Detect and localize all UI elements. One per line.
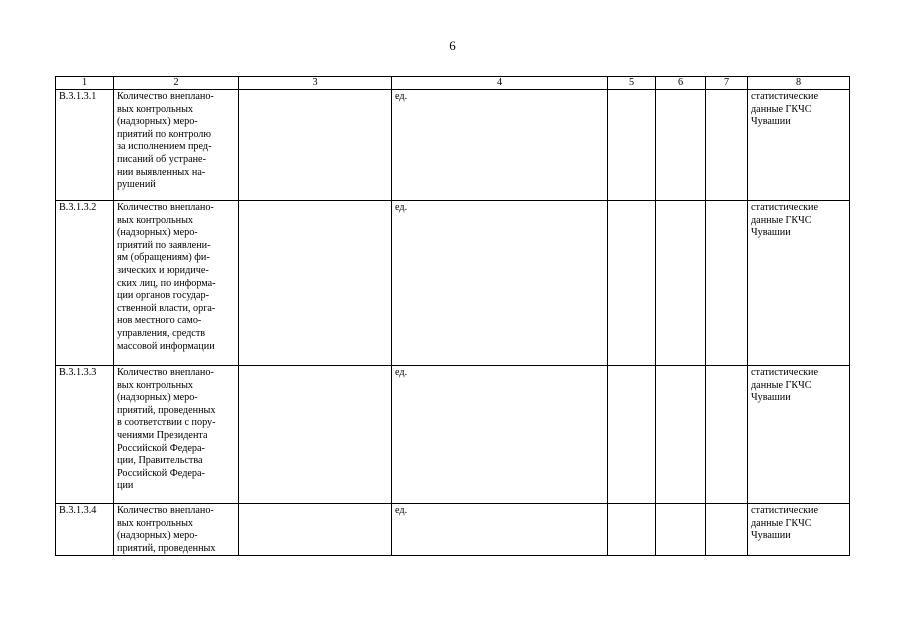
column-7-cell (706, 504, 748, 556)
column-header-5: 5 (608, 77, 656, 90)
text-line: приятий по контролю (117, 128, 211, 140)
text-line: за исполнением пред- (117, 141, 212, 153)
text-line: (надзорных) меро- (117, 392, 198, 404)
text-line: вых контрольных (117, 214, 194, 226)
text-line: ских лиц, по информа- (117, 277, 216, 289)
data-source-cell (748, 201, 850, 366)
indicator-code: В.3.1.3.3 (56, 366, 114, 504)
column-7-cell (706, 366, 748, 504)
unit-cell: ед. (392, 366, 608, 504)
table-row (56, 90, 850, 201)
column-header-2: 2 (114, 77, 239, 90)
text-line: данные ГКЧС (751, 517, 812, 529)
column-5-cell (608, 366, 656, 504)
text-line: нов местного само- (117, 315, 202, 327)
indicator-description (114, 201, 239, 366)
text-line: (надзорных) меро- (117, 116, 198, 128)
text-line: ции, Правительства (117, 455, 203, 467)
indicator-code: В.3.1.3.4 (56, 504, 114, 556)
column-3-cell (239, 201, 392, 366)
text-line: Количество внеплано- (117, 91, 214, 102)
column-7-cell (706, 201, 748, 366)
text-line: статистические (751, 91, 819, 102)
text-line: ям (обращениям) фи- (117, 252, 210, 264)
indicator-code: В.3.1.3.2 (56, 201, 114, 366)
column-5-cell (608, 201, 656, 366)
text-line: приятий, проведенных (117, 542, 216, 554)
indicator-code: В.3.1.3.1 (56, 90, 114, 201)
column-6-cell (656, 90, 706, 201)
indicator-description (114, 366, 239, 504)
page-number: 6 (449, 38, 456, 53)
text-line: ции (117, 480, 134, 492)
data-source-cell (748, 90, 850, 201)
column-7-cell (706, 90, 748, 201)
text-line: Российской Федера- (117, 467, 205, 479)
text-line: вых контрольных (117, 103, 194, 115)
table-row (56, 366, 850, 504)
column-3-cell (239, 90, 392, 201)
text-line: Количество внеплано- (117, 202, 214, 213)
text-line: чениями Президента (117, 429, 208, 441)
text-line: приятий, проведенных (117, 404, 216, 416)
unit-cell: ед. (392, 90, 608, 201)
column-3-cell (239, 504, 392, 556)
text-line: статистические (751, 202, 819, 213)
text-line: статистические (751, 367, 819, 378)
table-row (56, 201, 850, 366)
text-line: Российской Федера- (117, 442, 205, 454)
text-line: приятий по заявлени- (117, 239, 211, 251)
text-line: Чувашии (751, 530, 791, 542)
data-source-cell (748, 366, 850, 504)
column-header-8: 8 (748, 77, 850, 90)
data-source-cell (748, 504, 850, 556)
text-line: Чувашии (751, 227, 791, 239)
text-line: (надзорных) меро- (117, 530, 198, 542)
text-line: данные ГКЧС (751, 214, 812, 226)
indicators-table (55, 76, 850, 556)
text-line: писаний об устране- (117, 153, 206, 165)
text-line: Чувашии (751, 116, 791, 128)
table-header-row (56, 77, 850, 90)
text-line: управления, средств (117, 327, 206, 339)
text-line: массовой информации (117, 340, 215, 352)
unit-cell: ед. (392, 201, 608, 366)
text-line: Количество внеплано- (117, 367, 214, 378)
text-line: рушений (117, 179, 156, 191)
text-line: зических и юридиче- (117, 264, 209, 276)
table-row (56, 504, 850, 556)
column-6-cell (656, 366, 706, 504)
column-5-cell (608, 90, 656, 201)
column-header-7: 7 (706, 77, 748, 90)
indicator-description (114, 504, 239, 556)
text-line: (надзорных) меро- (117, 227, 198, 239)
column-header-4: 4 (392, 77, 608, 90)
text-line: вых контрольных (117, 379, 194, 391)
column-header-3: 3 (239, 77, 392, 90)
column-header-6: 6 (656, 77, 706, 90)
table-body (56, 90, 850, 556)
text-line: ции органов государ- (117, 290, 209, 302)
text-line: Чувашии (751, 392, 791, 404)
column-5-cell (608, 504, 656, 556)
column-header-1: 1 (56, 77, 114, 90)
text-line: статистические (751, 505, 819, 516)
text-line: ственной власти, орга- (117, 302, 216, 314)
text-line: Количество внеплано- (117, 505, 214, 516)
column-3-cell (239, 366, 392, 504)
text-line: в соответствии с пору- (117, 417, 216, 429)
text-line: данные ГКЧС (751, 103, 812, 115)
unit-cell: ед. (392, 504, 608, 556)
text-line: данные ГКЧС (751, 379, 812, 391)
column-6-cell (656, 504, 706, 556)
text-line: вых контрольных (117, 517, 194, 529)
column-6-cell (656, 201, 706, 366)
indicator-description (114, 90, 239, 201)
text-line: нии выявленных на- (117, 166, 206, 178)
